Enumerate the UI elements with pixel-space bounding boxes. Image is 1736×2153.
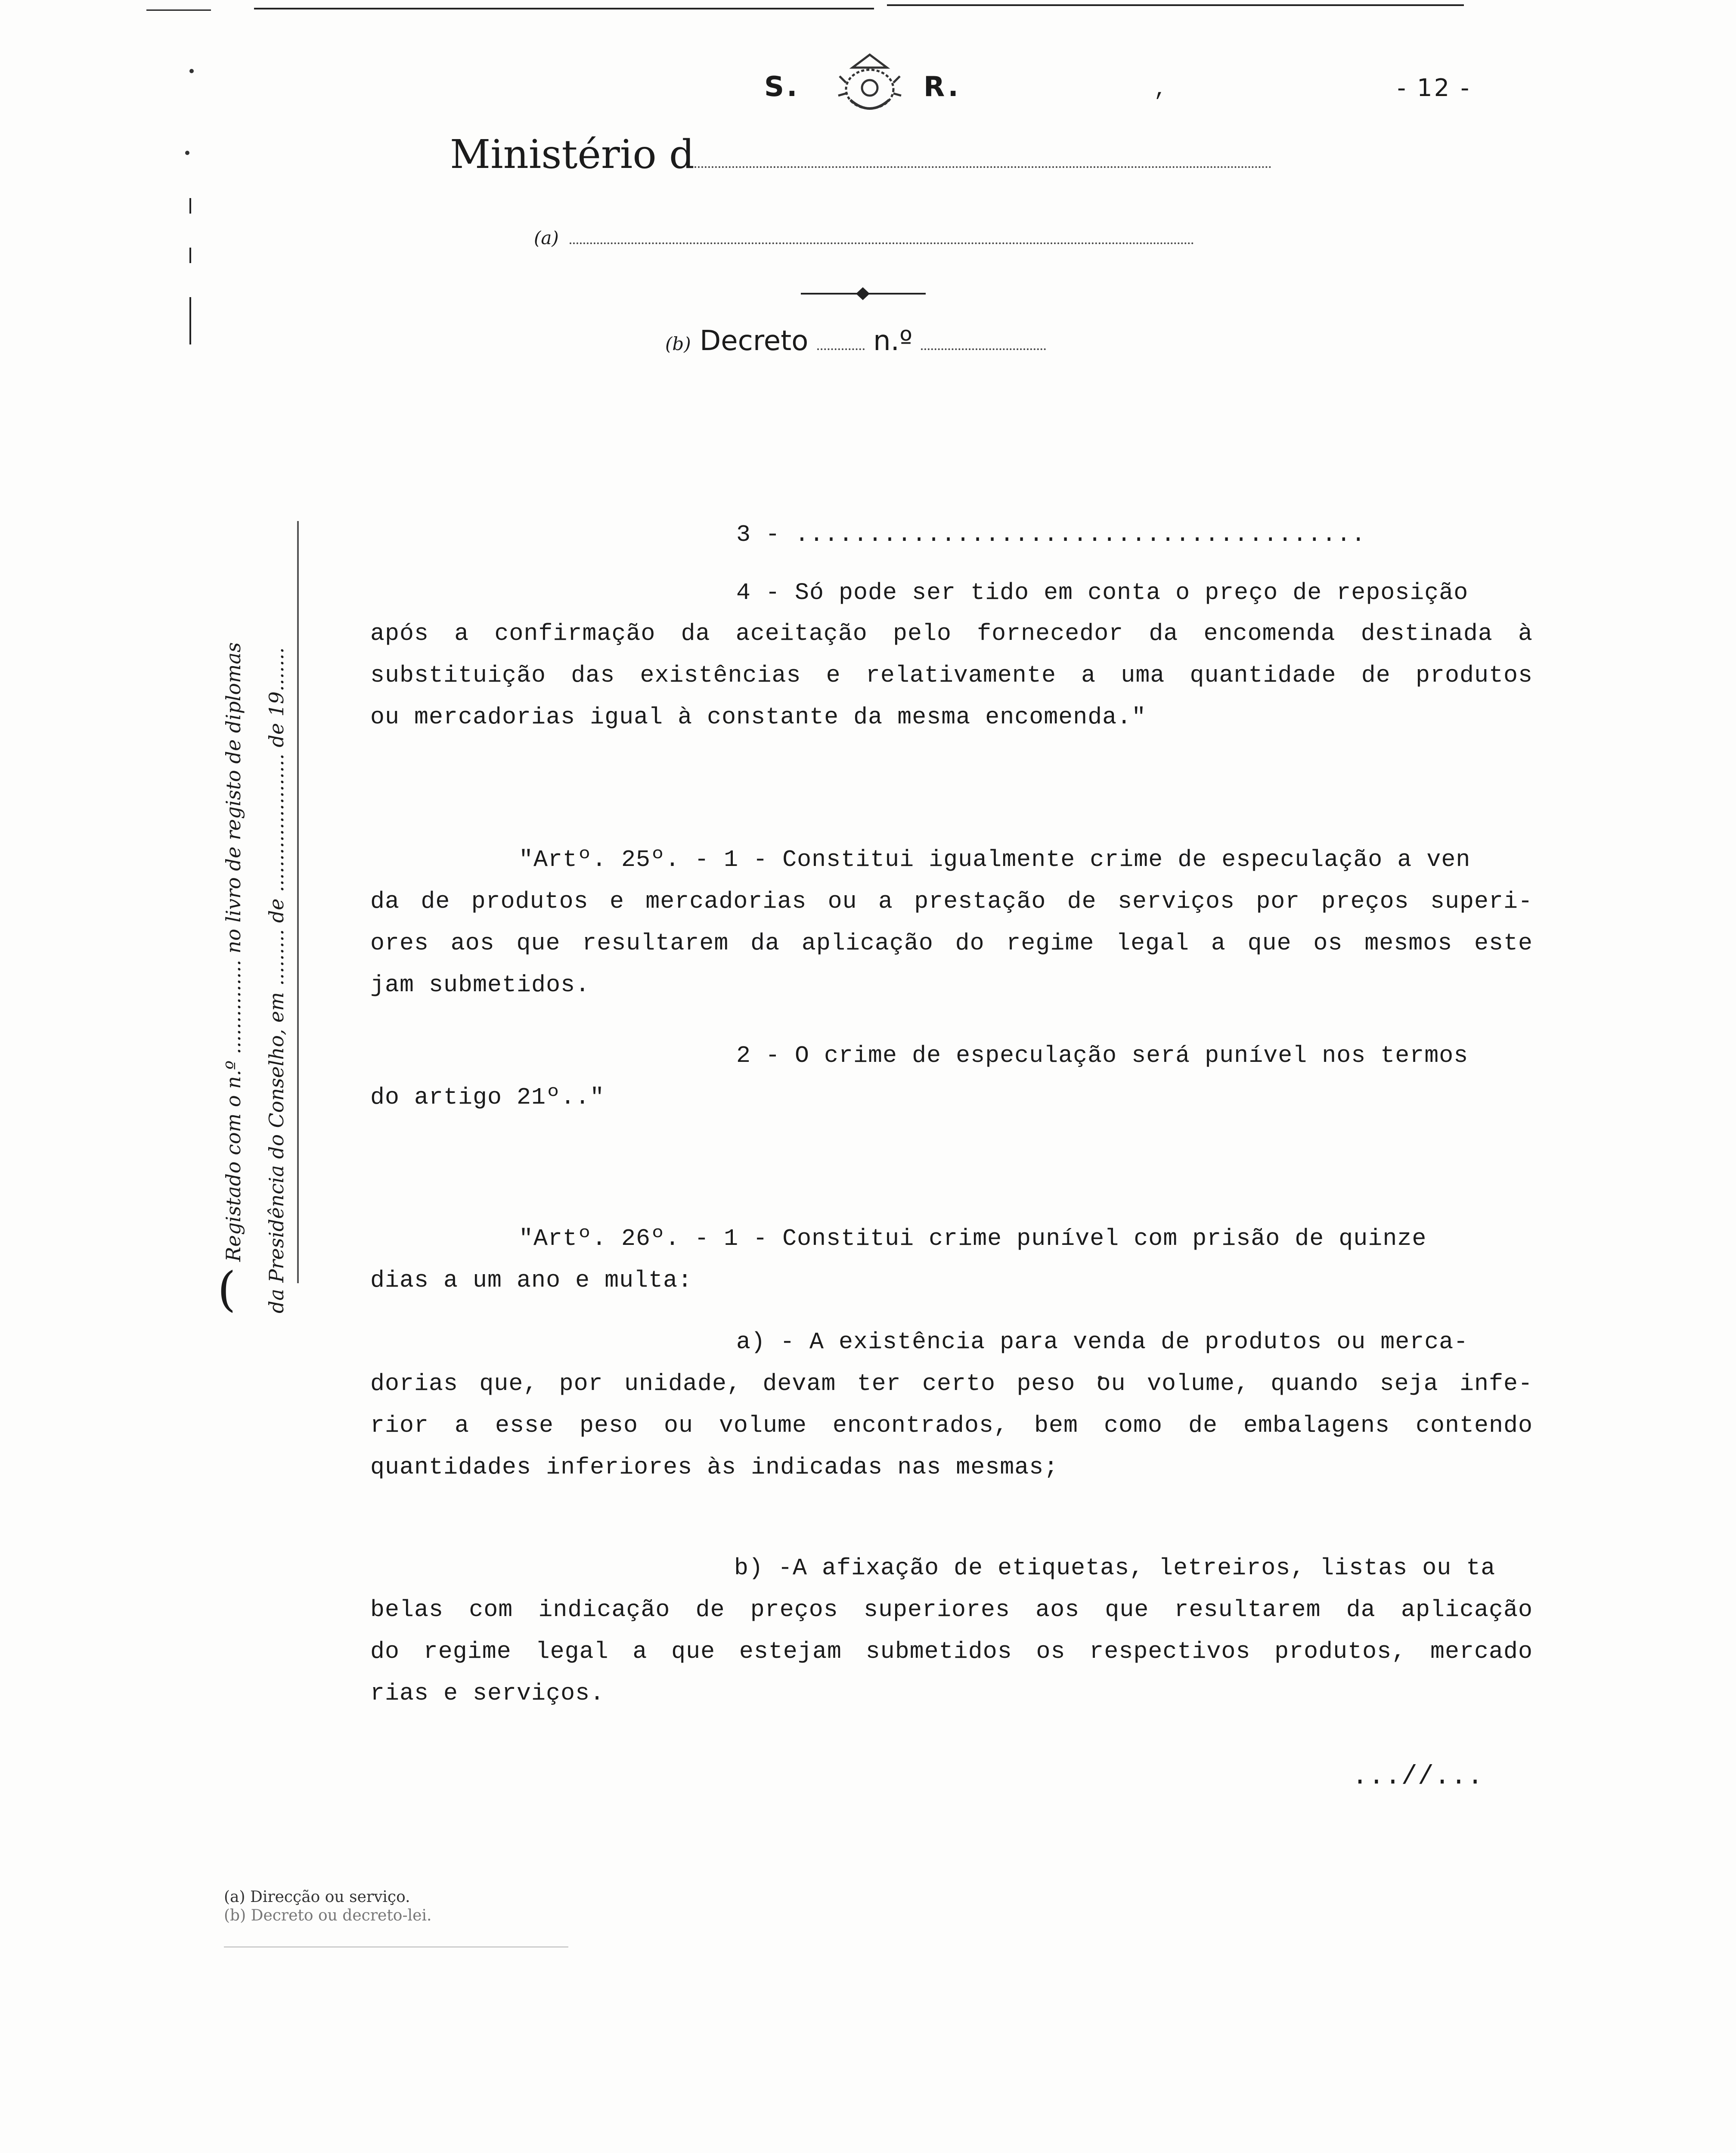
top-rule-right bbox=[887, 4, 1464, 6]
footnote-a: (a) Direcção ou serviço. bbox=[224, 1888, 410, 1906]
margin-rule bbox=[297, 521, 299, 1283]
item-3: 3 - ....................................... bbox=[736, 521, 1366, 548]
ministry-label: Ministério d bbox=[450, 131, 694, 177]
continuation-mark: ...//... bbox=[1352, 1761, 1484, 1792]
item-a-first-line: a) - A existência para venda de produtos ou merca- bbox=[736, 1328, 1469, 1356]
margin-registration-line1: Registado com o n.º ............... no livro de registo de diplomas bbox=[222, 642, 245, 1262]
page-number: - 12 - bbox=[1397, 74, 1471, 102]
margin-tick bbox=[189, 297, 191, 344]
item-b-line: do regime legal a que estejam submetidos os respectivos produtos, mercado bbox=[370, 1638, 1533, 1665]
margin-registration-line2: da Presidência do Conselho, em ......... de ...................... de 19....... bbox=[265, 647, 288, 1313]
art-26-last-line: dias a um ano e multa: bbox=[370, 1267, 693, 1294]
bracket-mark: ( bbox=[217, 1262, 236, 1317]
line-a bbox=[534, 227, 1194, 248]
art-25-2-last-line: do artigo 21º.." bbox=[370, 1084, 605, 1111]
item-b-line: belas com indicação de preços superiores aos que resultarem da aplicação bbox=[370, 1596, 1533, 1623]
item-a-last-line: quantidades inferiores às indicadas nas mesmas; bbox=[370, 1454, 1059, 1481]
coat-of-arms-icon bbox=[833, 48, 906, 121]
item-a-line: dorias que, por unidade, devam ter certo peso ou volume, quando seja infe- bbox=[370, 1370, 1533, 1397]
top-rule-left bbox=[254, 8, 874, 9]
top-rule-far bbox=[146, 9, 211, 11]
art-25-last-line: jam submetidos. bbox=[370, 971, 590, 999]
item-4-first-line: 4 - Só pode ser tido em conta o preço de reposição bbox=[736, 579, 1469, 606]
item-b-first-line: b) -A afixação de etiquetas, letreiros, listas ou ta bbox=[734, 1554, 1496, 1582]
art-25-2-first-line: 2 - O crime de especulação será punível nos termos bbox=[736, 1042, 1469, 1069]
number-label: n.º bbox=[873, 325, 913, 357]
ministry-line bbox=[450, 131, 1271, 177]
art-26-first-line: "Artº. 26º. - 1 - Constitui crime punível com prisão de quinze bbox=[519, 1225, 1427, 1252]
art-25-line: ores aos que resultarem da aplicação do regime legal a que os mesmos este bbox=[370, 930, 1533, 957]
item-4-last-line: ou mercadorias igual à constante da mesma encomenda." bbox=[370, 704, 1147, 731]
decree-label: Decreto bbox=[700, 325, 809, 357]
margin-tick bbox=[189, 248, 191, 263]
item-a-line: rior a esse peso ou volume encontrados, bem como de embalagens contendo bbox=[370, 1412, 1533, 1439]
diamond-icon bbox=[856, 287, 870, 300]
art-25-first-line: "Artº. 25º. - 1 - Constitui igualmente crime de especulação a ven bbox=[519, 846, 1471, 873]
decree-marker: (b) bbox=[665, 333, 691, 354]
footnote-b: (b) Decreto ou decreto-lei. bbox=[224, 1907, 432, 1924]
item-4-line: após a confirmação da aceitação pelo fornecedor da encomenda destinada à bbox=[370, 620, 1533, 647]
faint-print-line bbox=[224, 1946, 568, 1948]
line-a-label: (a) bbox=[534, 227, 559, 248]
art-25-line: da de produtos e mercadorias ou a prestação de serviços por preços superi- bbox=[370, 888, 1533, 915]
item-4-line: substituição das existências e relativamente a uma quantidade de produtos bbox=[370, 662, 1533, 689]
decree-line bbox=[665, 325, 1046, 357]
margin-tick bbox=[189, 198, 191, 214]
s-letter: S. bbox=[764, 71, 800, 103]
item-b-last-line: rias e serviços. bbox=[370, 1680, 605, 1707]
r-letter: R. bbox=[924, 71, 961, 103]
